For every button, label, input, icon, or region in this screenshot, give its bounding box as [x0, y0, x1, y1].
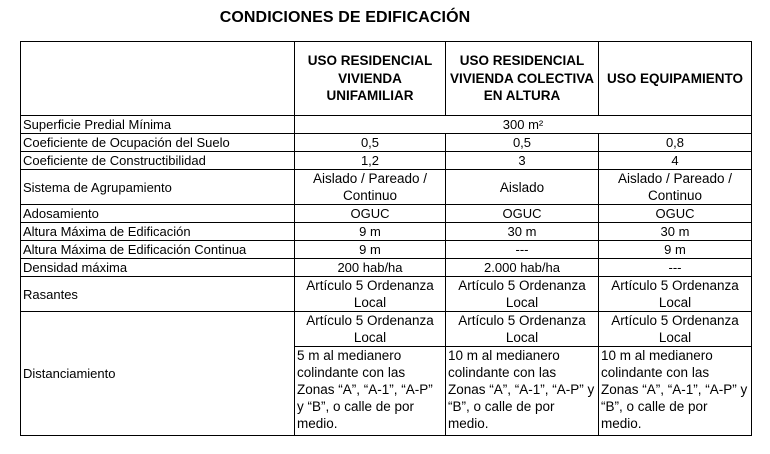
- densidad-col1: 200 hab/ha: [295, 259, 446, 277]
- ocupacion-col3: 0,8: [599, 134, 752, 152]
- table-row: [21, 205, 752, 223]
- distanciamiento-detail-col1: 5 m al medianero colindante con las Zonas “A”, “A-1”, “A-P” y “B”, o calle de por medio.: [295, 347, 446, 436]
- header-uso-unifamiliar: USO RESIDENCIAL VIVIENDA UNIFAMILIAR: [295, 42, 446, 116]
- table-row: [21, 134, 752, 152]
- agrupamiento-col3: Aislado / Pareado / Continuo: [599, 170, 752, 205]
- altura-col1: 9 m: [295, 223, 446, 241]
- adosamiento-col1: OGUC: [295, 205, 446, 223]
- row-label-ocupacion: Coeficiente de Ocupación del Suelo: [21, 134, 295, 152]
- row-label-superficie: Superficie Predial Mínima: [21, 116, 295, 134]
- distanciamiento-ordenanza-col1: Artículo 5 Ordenanza Local: [295, 312, 446, 347]
- row-label-constructibilidad: Coeficiente de Constructibilidad: [21, 152, 295, 170]
- altura-col2: 30 m: [446, 223, 599, 241]
- header-empty-cell: [21, 42, 295, 116]
- building-conditions-table: [20, 41, 752, 436]
- row-label-densidad: Densidad máxima: [21, 259, 295, 277]
- agrupamiento-col1: Aislado / Pareado / Continuo: [295, 170, 446, 205]
- row-label-adosamiento: Adosamiento: [21, 205, 295, 223]
- header-uso-colectiva: USO RESIDENCIAL VIVIENDA COLECTIVA EN ALTURA: [446, 42, 599, 116]
- altura-continua-col1: 9 m: [295, 241, 446, 259]
- header-row: [21, 42, 752, 116]
- adosamiento-col3: OGUC: [599, 205, 752, 223]
- table-row: [21, 312, 752, 347]
- distanciamiento-detail-col3: 10 m al medianero colindante con las Zonas “A”, “A-1”, “A-P” y “B”, o calle de por medio.: [599, 347, 752, 436]
- adosamiento-col2: OGUC: [446, 205, 599, 223]
- agrupamiento-col2: Aislado: [446, 170, 599, 205]
- rasantes-col2: Artículo 5 Ordenanza Local: [446, 277, 599, 312]
- superficie-value: 300 m²: [295, 116, 752, 134]
- table-row: [21, 170, 752, 205]
- table-row: [21, 259, 752, 277]
- distanciamiento-ordenanza-col2: Artículo 5 Ordenanza Local: [446, 312, 599, 347]
- document-title: CONDICIONES DE EDIFICACIÓN: [219, 9, 471, 26]
- table-row: [21, 241, 752, 259]
- rasantes-col1: Artículo 5 Ordenanza Local: [295, 277, 446, 312]
- constructibilidad-col2: 3: [446, 152, 599, 170]
- constructibilidad-col3: 4: [599, 152, 752, 170]
- row-label-rasantes: Rasantes: [21, 277, 295, 312]
- table-row: [21, 152, 752, 170]
- header-uso-equipamiento: USO EQUIPAMIENTO: [599, 42, 752, 116]
- row-label-altura: Altura Máxima de Edificación: [21, 223, 295, 241]
- table-row: [21, 116, 752, 134]
- altura-col3: 30 m: [599, 223, 752, 241]
- distanciamiento-detail-col2: 10 m al medianero colindante con las Zonas “A”, “A-1”, “A-P” y “B”, o calle de por medio.: [446, 347, 599, 436]
- densidad-col3: ---: [599, 259, 752, 277]
- altura-continua-col3: 9 m: [599, 241, 752, 259]
- row-label-agrupamiento: Sistema de Agrupamiento: [21, 170, 295, 205]
- row-label-distanciamiento: Distanciamiento: [21, 312, 295, 436]
- densidad-col2: 2.000 hab/ha: [446, 259, 599, 277]
- constructibilidad-col1: 1,2: [295, 152, 446, 170]
- table-row: [21, 223, 752, 241]
- altura-continua-col2: ---: [446, 241, 599, 259]
- ocupacion-col1: 0,5: [295, 134, 446, 152]
- table-row: [21, 277, 752, 312]
- row-label-altura-continua: Altura Máxima de Edificación Continua: [21, 241, 295, 259]
- distanciamiento-ordenanza-col3: Artículo 5 Ordenanza Local: [599, 312, 752, 347]
- ocupacion-col2: 0,5: [446, 134, 599, 152]
- rasantes-col3: Artículo 5 Ordenanza Local: [599, 277, 752, 312]
